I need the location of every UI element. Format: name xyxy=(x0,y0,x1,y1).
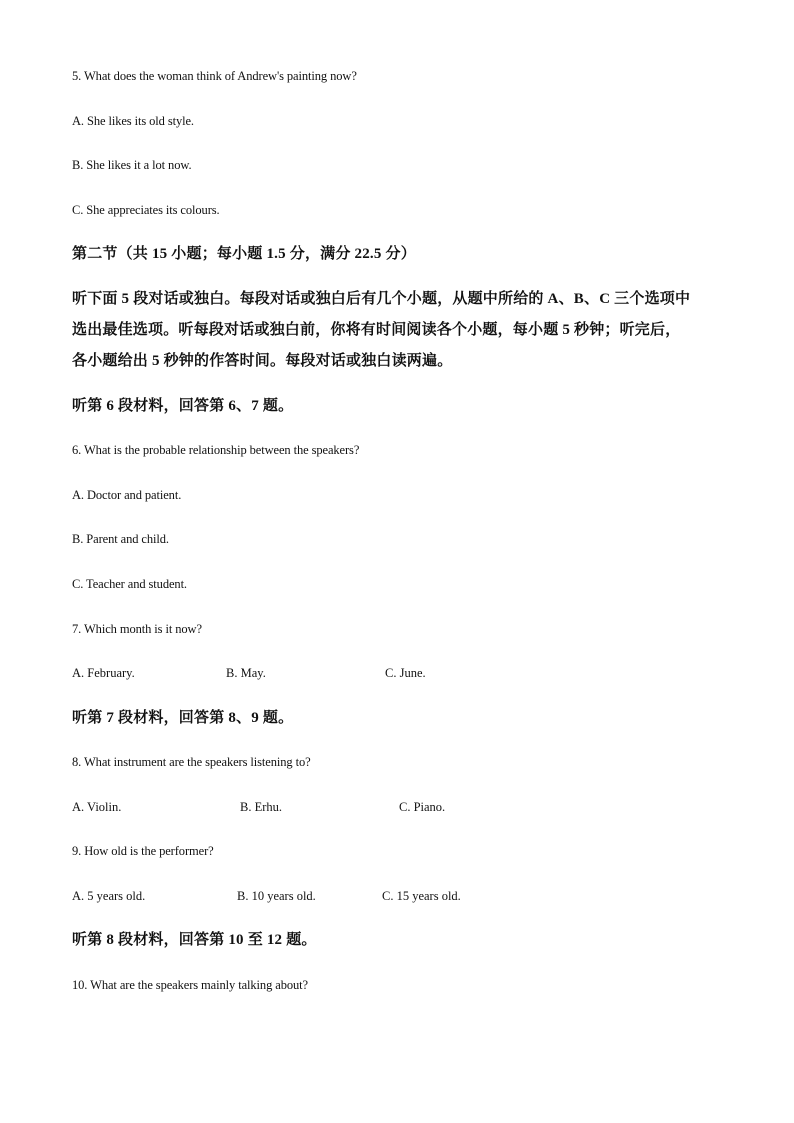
q9-question: 9. How old is the performer? xyxy=(72,844,214,858)
q9-option-b: B. 10 years old. xyxy=(237,889,316,903)
q7-question: 7. Which month is it now? xyxy=(72,622,202,636)
q5-option-b: B. She likes it a lot now. xyxy=(72,158,192,172)
part7-heading: 听第 7 段材料，回答第 8、9 题。 xyxy=(72,710,294,726)
q7-option-a: A. February. xyxy=(72,666,135,680)
q7-option-b: B. May. xyxy=(226,666,266,680)
section2-instruction-line-1: 听下面 5 段对话或独白。每段对话或独白后有几个小题，从题中所给的 A、B、C 三个选项中 xyxy=(72,291,691,307)
q8-option-c: C. Piano. xyxy=(399,800,446,814)
q8-option-b: B. Erhu. xyxy=(240,800,283,814)
q9-option-a: A. 5 years old. xyxy=(72,889,146,903)
q6-option-b: B. Parent and child. xyxy=(72,532,169,546)
q6-option-a: A. Doctor and patient. xyxy=(72,488,182,502)
q6-option-c: C. Teacher and student. xyxy=(72,577,187,591)
section2-title: 第二节（共 15 小题；每小题 1.5 分，满分 22.5 分） xyxy=(72,246,416,262)
q5-question: 5. What does the woman think of Andrew's painting now? xyxy=(72,69,357,83)
q5-option-c: C. She appreciates its colours. xyxy=(72,203,220,217)
q9-option-c: C. 15 years old. xyxy=(382,889,461,903)
part6-heading: 听第 6 段材料，回答第 6、7 题。 xyxy=(72,398,294,414)
section2-instruction-line-2: 选出最佳选项。听每段对话或独白前，你将有时间阅读各个小题，每小题 5 秒钟；听完后， xyxy=(72,322,681,338)
q5-option-a: A. She likes its old style. xyxy=(72,114,194,128)
part8-heading: 听第 8 段材料，回答第 10 至 12 题。 xyxy=(72,932,317,948)
q6-question: 6. What is the probable relationship between the speakers? xyxy=(72,443,360,457)
q8-option-a: A. Violin. xyxy=(72,800,122,814)
section2-instruction-line-3: 各小题给出 5 秒钟的作答时间。每段对话或独白读两遍。 xyxy=(72,353,453,369)
q10-question: 10. What are the speakers mainly talking about? xyxy=(72,978,308,992)
q7-option-c: C. June. xyxy=(385,666,426,680)
q8-question: 8. What instrument are the speakers listening to? xyxy=(72,755,311,769)
